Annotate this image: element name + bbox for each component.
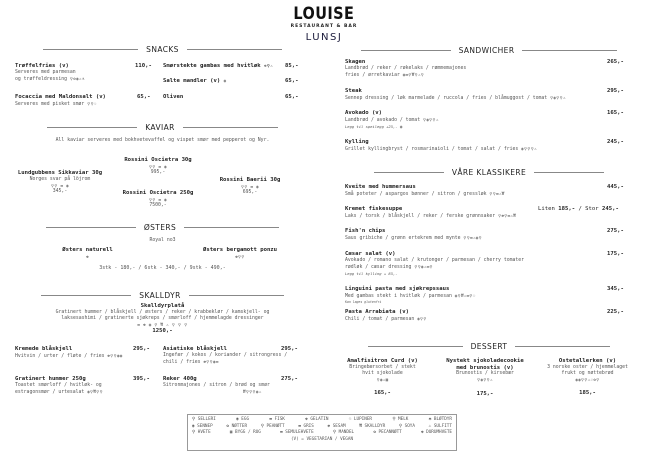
- logo-subtitle: RESTAURANT & BAR: [290, 24, 358, 29]
- size-small-label: Liten: [538, 206, 555, 212]
- allergen-icons: ▬ ✾ ◉ ⚲ ₩ ⚠ ⚲ ⚲ ⚲: [137, 321, 188, 327]
- item-name: Avokado (v): [345, 110, 383, 116]
- section-header-sandwicher: [330, 45, 648, 55]
- divider: [46, 227, 136, 228]
- item-price: 185,-: [579, 390, 596, 396]
- divider: [183, 127, 278, 128]
- item-extra: Kan lages glutenfri: [345, 299, 382, 304]
- item-desc: Grillet kyllingbryst / rosmarinaioli / tomat / salat / fries: [345, 146, 519, 152]
- legend-item: ▬ SEMULEHVETE: [280, 430, 314, 435]
- item-name: Focaccia med Maldonsalt (v): [15, 94, 106, 100]
- allergen-icons: ✾⚲⚲◉◉: [107, 352, 123, 358]
- legend-item: ✾ BLØTDYR: [428, 417, 452, 422]
- price-large: 245,-: [602, 206, 619, 212]
- item-extra: Legg til kylling + 85,-: [345, 270, 398, 276]
- section-header-dessert: [330, 341, 648, 351]
- item-extra: Legg til speilegg +25,-: [345, 123, 398, 129]
- allergen-icons: ✾⚲⚠: [264, 63, 274, 68]
- allergen-icons: ⚲⚲♧: [87, 100, 97, 106]
- allergen-icons: ⚲⚲▬⚠₩: [489, 190, 505, 196]
- size-large-label: / Stor: [578, 206, 599, 212]
- item-price: 345,-: [52, 189, 68, 194]
- menu-item: [345, 206, 565, 220]
- divider: [41, 295, 131, 296]
- item-desc: Norges svar på löjrom: [29, 176, 91, 182]
- legend-item: ♧ LUPINER: [348, 417, 373, 422]
- item-desc: hvit sjokolade: [362, 370, 403, 376]
- menu-item: [163, 63, 283, 70]
- menu-item: [345, 251, 605, 276]
- divider: [187, 49, 282, 50]
- allergen-icons: ◉: [399, 123, 403, 129]
- item-name: Trøffelfries (v): [15, 63, 69, 69]
- allergen-icons: ⚲⚲ ▬ ◉: [50, 182, 70, 188]
- item-price: 995,-: [150, 170, 166, 175]
- menu-item: [15, 63, 155, 83]
- item-name: med brunostis (v): [456, 364, 514, 371]
- item-name: Oliven: [163, 94, 184, 100]
- item-price: 275,-: [281, 376, 298, 382]
- divider: [189, 295, 284, 296]
- item-price: 225,-: [607, 309, 624, 315]
- section-title: ØSTERS: [143, 222, 177, 232]
- allergen-icons: ◉⚲₩⚲⚲: [87, 388, 103, 394]
- menu-item: [5, 170, 115, 195]
- section-header-osters: [0, 222, 325, 232]
- item-desc: laksesashimi / gratinerte sjøkreps / smørloff / hjemmelagde dressinger: [61, 315, 264, 321]
- section-title: KAVIAR: [145, 122, 175, 132]
- item-price: 110,-: [135, 63, 152, 69]
- item-name: Reker 400g: [163, 376, 197, 382]
- item-price: 295,-: [281, 346, 298, 352]
- item-desc: Sitronmajones / sitron / brød og smør: [163, 382, 270, 388]
- legend-item: ⚲ HVETE: [192, 430, 211, 435]
- legend-item: ✾ DURUMHVETE: [420, 430, 452, 435]
- item-desc: Landbrød / reker / røkelaks / rømmemajones: [345, 65, 467, 71]
- legend-item: ⚲ MELK: [392, 417, 409, 422]
- menu-item: [108, 190, 208, 209]
- divider: [361, 50, 451, 51]
- legend-item: ⚲ SELLERI: [192, 417, 216, 422]
- legend-item: ⚲ PEANØTT: [260, 423, 285, 429]
- menu-item: [345, 88, 605, 102]
- item-desc: Sennep dressing / løk marmelade / ruccola / fries / blåmuggost / tomat: [345, 95, 548, 101]
- item-price: 245,-: [607, 139, 624, 145]
- osters-note: Royal no3: [149, 238, 176, 243]
- legend-item: ▬ FISK: [269, 417, 285, 422]
- item-desc: rødløk / cæsar dressing: [345, 264, 412, 270]
- allergen-icons: ⚲✿◉⚠⚗: [69, 75, 85, 81]
- price-small: 185,-: [558, 206, 576, 212]
- allergen-icons: ⚲✾⚲▬⚠₩: [498, 212, 517, 218]
- section-title: DESSERT: [470, 341, 508, 351]
- item-price: 85,-: [285, 63, 299, 69]
- item-name: Kremet fiskesuppe: [345, 206, 403, 212]
- allergen-icons: ⚲⚲ ▬ ◉: [148, 196, 168, 202]
- item-desc: Avokado / romano salat / krutonger / parmesan / cherry tomater: [345, 257, 525, 263]
- allergen-icons: ⚲◉⚲⚲⚠: [477, 377, 493, 382]
- item-name: Rossini Oscietra 30g: [124, 157, 192, 163]
- allergen-icons: ◉⚲⚲: [417, 315, 427, 321]
- item-desc: Serveres med pisket smør: [15, 101, 85, 107]
- divider: [47, 127, 137, 128]
- item-price: 1250,-: [152, 328, 173, 334]
- item-desc: og trøffeldressing: [15, 76, 67, 82]
- item-desc: frukt og nøttebrød: [561, 370, 614, 376]
- menu-item: [0, 303, 325, 335]
- menu-item: [345, 110, 605, 129]
- item-name: Amalfisitron Curd (v): [347, 358, 418, 364]
- item-name: Pasta Arrabiata (v): [345, 309, 409, 315]
- allergen-icons: ⚲◉⚠▦: [376, 376, 389, 382]
- menu-item: [185, 247, 295, 260]
- item-desc: Bringebærsorbet / stekt: [349, 364, 416, 370]
- allergen-icons: ⚲◉⚲⚲⚠: [550, 94, 566, 100]
- item-desc: estragonsmør / urtesalat: [15, 389, 85, 395]
- legend-item: ✾ GELATIN: [305, 417, 329, 422]
- item-price: 395,-: [133, 376, 150, 382]
- item-desc: Ingefær / kokos / koriander / sitrongress /: [163, 352, 288, 358]
- page-title: LUNSJ: [305, 32, 343, 43]
- divider: [534, 172, 604, 173]
- menu-item: [345, 59, 605, 79]
- item-name: Rossini Baerii 30g: [219, 177, 281, 183]
- menu-item: [435, 358, 535, 397]
- item-name: Østers naturell: [62, 247, 113, 253]
- menu-item: [345, 286, 605, 304]
- item-price: 275,-: [607, 228, 624, 234]
- legend-footer: (V) = VEGETARIAN / VEGAN: [290, 436, 354, 442]
- item-price: 295,-: [607, 88, 624, 94]
- item-price: 7500,-: [149, 203, 167, 208]
- allergen-icons: ◉⚲₩⚠▬⚲♧: [454, 292, 476, 298]
- item-name: Lundgubbens Sikkaviar 30g: [17, 170, 103, 176]
- legend-item: ◉ EGG: [236, 417, 250, 422]
- kaviar-note: All kaviar serveres med bokhvetevaffel og vispet smør med pepperot og Nyr.: [55, 138, 270, 143]
- item-desc: Brunostis / kirsebær: [456, 371, 514, 376]
- menu-item: [108, 157, 208, 176]
- menu-item: [345, 184, 605, 198]
- allergen-icons: ✾⚲⚲: [235, 253, 245, 259]
- section-header-snacks: [0, 44, 325, 54]
- item-desc: Små poteter / aspargos bønner / sitron / gressløk: [345, 191, 487, 197]
- allergen-icons: ◉◉⚲⚲⚠♧✿⚲: [575, 376, 600, 382]
- item-price: 695,-: [242, 190, 258, 195]
- item-price: 65,-: [285, 94, 299, 100]
- item-price: 175,-: [476, 390, 494, 397]
- section-title: SANDWICHER: [458, 45, 515, 55]
- legend-item: ⚲ SOYA: [398, 423, 415, 429]
- allergen-icons: ₩⚲⚲⚲◉⚠: [243, 388, 262, 394]
- item-desc: Chili / tomat / parmesan: [345, 316, 415, 322]
- item-desc: Hvitvin / urter / fløte / fries: [15, 353, 105, 359]
- legend-item: ₩ SKALLDYR: [359, 423, 386, 429]
- item-desc: 3 norske oster / hjemmelaget: [547, 364, 628, 370]
- legend-item: ✾ SESAM: [327, 423, 346, 429]
- section-header-skalldyr: [0, 290, 325, 300]
- item-desc: Serveres med parmesan: [15, 69, 76, 75]
- section-title: VÅRE KLASSIKERE: [451, 167, 527, 177]
- menu-item: [345, 309, 605, 323]
- item-name: Smørstekte gambas med hvitløk: [163, 63, 261, 69]
- allergen-icons: ⚲⚲▬⚠◉⚲: [463, 234, 482, 240]
- menu-item: [345, 139, 605, 153]
- allergen-icons: ⚲⚲ ▬ ◉: [148, 163, 168, 169]
- item-price: 345,-: [607, 286, 624, 292]
- menu-item: [163, 78, 283, 85]
- item-desc: Med gambas stekt i hvitløk / parmesan: [345, 293, 452, 299]
- item-name: Linguini pasta med sjøkrepssaus: [345, 286, 450, 292]
- menu-item: [335, 358, 430, 397]
- allergen-icons: ⚲⚲ ▬ ◉: [240, 183, 260, 189]
- item-desc: Saus gribiche / grønn ertekrem med mynte: [345, 235, 461, 241]
- divider: [43, 49, 138, 50]
- item-name: Kremede blåskjell: [15, 346, 73, 352]
- allergen-icons: ◉⚲⚲⚲⚠: [521, 145, 537, 151]
- menu-item: [15, 94, 155, 108]
- section-header-kaviar: [0, 122, 325, 132]
- allergen-icons: ◉: [223, 78, 227, 83]
- legend-item: ✿ NØTTER: [226, 423, 248, 429]
- item-name: Ostetallerken (v): [558, 358, 617, 364]
- item-price: 445,-: [607, 184, 624, 190]
- allergen-legend: [187, 414, 457, 451]
- item-name: Gratinert hummer 250g: [15, 376, 86, 382]
- item-desc: Landbrød / avokado / tomat: [345, 117, 421, 123]
- divider: [515, 346, 610, 347]
- divider: [374, 172, 444, 173]
- item-name: Steak: [345, 88, 362, 94]
- item-name: Skalldyrplatå: [140, 303, 185, 309]
- item-desc: Laks / torsk / blåskjell / reker / ferske grønnsaker: [345, 213, 496, 219]
- item-name: Kveite med hummersaus: [345, 184, 416, 190]
- allergen-icons: ◉▬⚲₩⚲⚠⚲: [402, 71, 425, 77]
- item-name: Fish'n chips: [345, 228, 386, 234]
- menu-item: [535, 358, 640, 397]
- legend-item: ◉ SENNEP: [192, 423, 213, 429]
- item-name: Nystekt sjokoladecookie: [446, 358, 524, 364]
- item-price: 295,-: [133, 346, 150, 352]
- legend-item: ▬ GRIS: [298, 423, 314, 429]
- allergen-icons: ✾: [86, 253, 89, 259]
- legend-item: ✿ PECANNØTT: [373, 430, 402, 435]
- item-price: 165,-: [374, 390, 391, 396]
- divider: [368, 346, 463, 347]
- menu-item: [163, 94, 283, 101]
- item-name: Østers bergamott ponzu: [202, 247, 278, 253]
- menu-item: [345, 228, 605, 242]
- osters-prices: 3stk - 180,- / 6stk - 340,- / 9stk - 490,-: [99, 265, 226, 271]
- item-desc: Toastet smørloff / hvitløk- og: [15, 382, 102, 388]
- item-price: 65,-: [137, 94, 151, 100]
- allergen-icons: ⚲◉⚲⚲⚠: [422, 116, 439, 122]
- allergen-icons: ✾⚲⚲◉▬: [203, 358, 219, 364]
- legend-item: ⚠ SULFITT: [428, 423, 452, 429]
- item-desc: fries / ørretkaviar: [345, 72, 400, 78]
- menu-item: [40, 247, 135, 260]
- item-price: 265,-: [607, 59, 624, 65]
- item-name: Cæsar salat (v): [345, 251, 396, 257]
- item-price: 65,-: [285, 78, 299, 84]
- section-title: SNACKS: [146, 44, 179, 54]
- item-name: Asiatiske blåskjell: [163, 346, 227, 352]
- menu-header: [0, 4, 648, 43]
- item-desc: chili / fries: [163, 359, 201, 365]
- section-title: SKALLDYR: [139, 290, 181, 300]
- item-desc: Gratinert hummer / blåskjell / østers / reker / krabbeklør / kamskjell- og: [55, 309, 270, 315]
- item-price: 175,-: [607, 251, 624, 257]
- section-header-klassikere: [330, 167, 648, 177]
- item-price: 165,-: [607, 110, 624, 116]
- item-name: Salte mandler (v): [163, 78, 221, 84]
- menu-item: [200, 177, 300, 196]
- item-name: Kylling: [345, 139, 369, 145]
- item-name: Skagen: [345, 59, 366, 65]
- divider: [522, 50, 617, 51]
- legend-item: ▦ BYGG / RUG: [229, 430, 261, 435]
- item-price-sizes: [538, 206, 619, 212]
- allergen-icons: ⚲⚲◉⚠▬⚲: [414, 263, 433, 269]
- legend-item: ⚲ MANDEL: [332, 430, 355, 435]
- restaurant-logo: LOUISE: [293, 4, 355, 24]
- divider: [184, 227, 279, 228]
- item-name: Rossini Oscietra 250g: [122, 190, 194, 196]
